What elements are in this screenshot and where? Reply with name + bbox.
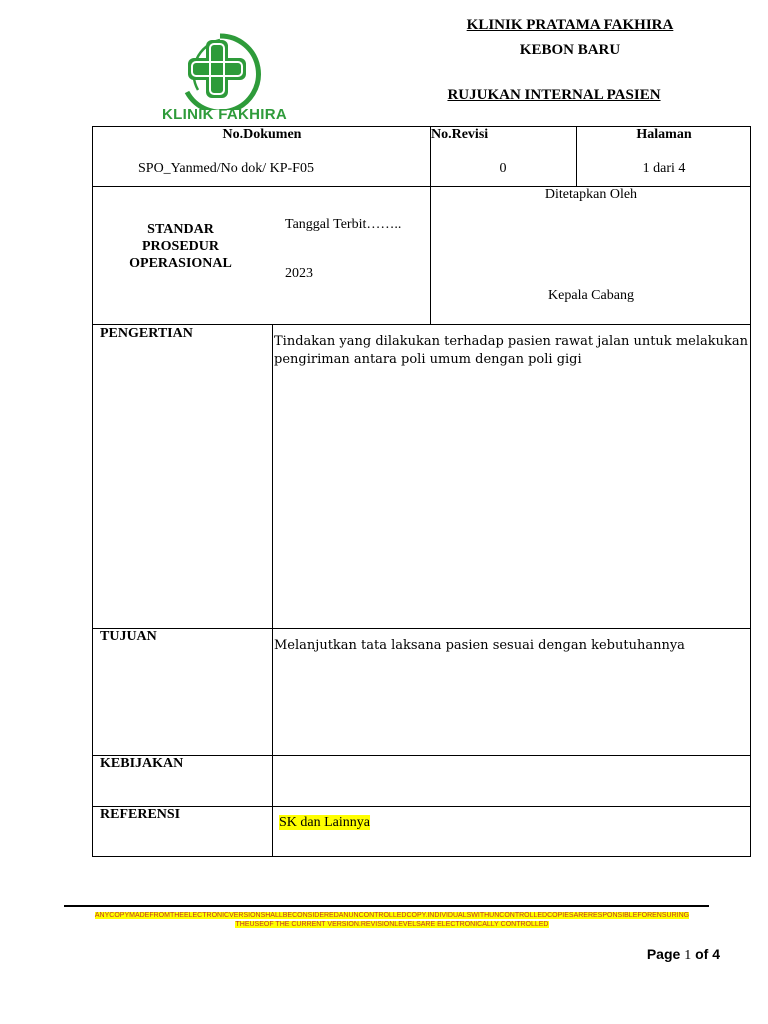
sop-title-line1: STANDAR [147,222,214,237]
pengertian-text: Tindakan yang dilakukan terhadap pasien rawat jalan untuk melakukan pengiriman antara poli umum dengan poli gigi [274,334,748,367]
footer-rule [64,905,709,907]
referensi-text [279,815,370,831]
sop-title [108,221,253,272]
jabatan-kepala-cabang: Kepala Cabang [548,288,634,303]
footer-note-line1 [60,911,724,920]
tujuan-text: Melanjutkan tata laksana pasien sesuai dengan kebutuhannya [274,638,685,653]
footer-note-line2-text: THEUSEOF THE CURRENT VERSION.REVISIONLEVELSARE ELECTRONICALLY CONTROLLED [235,921,549,928]
clinic-logo [160,30,288,125]
ditetapkan-oleh: Ditetapkan Oleh [544,187,638,202]
clinic-branch: KEBON BARU [519,42,621,58]
no-revisi-value: 0 [499,161,507,176]
no-dokumen-value: SPO_Yanmed/No dok/ KP-F05 [138,161,314,176]
referensi-highlight: SK dan Lainnya [279,815,370,830]
page-current: 1 [684,948,692,963]
medical-cross-icon [160,30,275,110]
kebijakan-label: KEBIJAKAN [100,756,184,771]
no-revisi-label: No.Revisi [431,127,489,142]
tanggal-terbit-year: 2023 [285,266,313,281]
pengertian-label: PENGERTIAN [100,326,193,341]
halaman-label: Halaman [636,127,692,142]
tujuan-label: TUJUAN [100,629,157,644]
halaman-value: 1 dari 4 [642,161,686,176]
tanggal-terbit-label: Tanggal Terbit…….. [285,217,402,232]
page-number [560,946,720,964]
page-total: 4 [712,946,720,962]
sop-title-line3: OPERASIONAL [129,256,232,271]
footer-note-line2 [60,920,724,929]
logo-text: KLINIK FAKHIRA [162,106,288,123]
referensi-label: REFERENSI [100,807,181,822]
clinic-name: KLINIK PRATAMA FAKHIRA [466,17,674,33]
footer-note-line1-text: ANYCOPYMADEFROMTHEELECTRONICVERSIONSHALLBECONSIDEREDANUNCONTROLLEDCOPY.INDIVIDUALSWITHUNCONTROLLEDCOPIESARERESPONSIBLEFORENSURING [94,912,690,919]
page-of: of [695,946,709,962]
document-title: RUJUKAN INTERNAL PASIEN [447,87,661,103]
sop-title-line2: PROSEDUR [141,239,219,254]
page-word: Page [646,946,681,962]
no-dokumen-label: No.Dokumen [222,127,302,142]
